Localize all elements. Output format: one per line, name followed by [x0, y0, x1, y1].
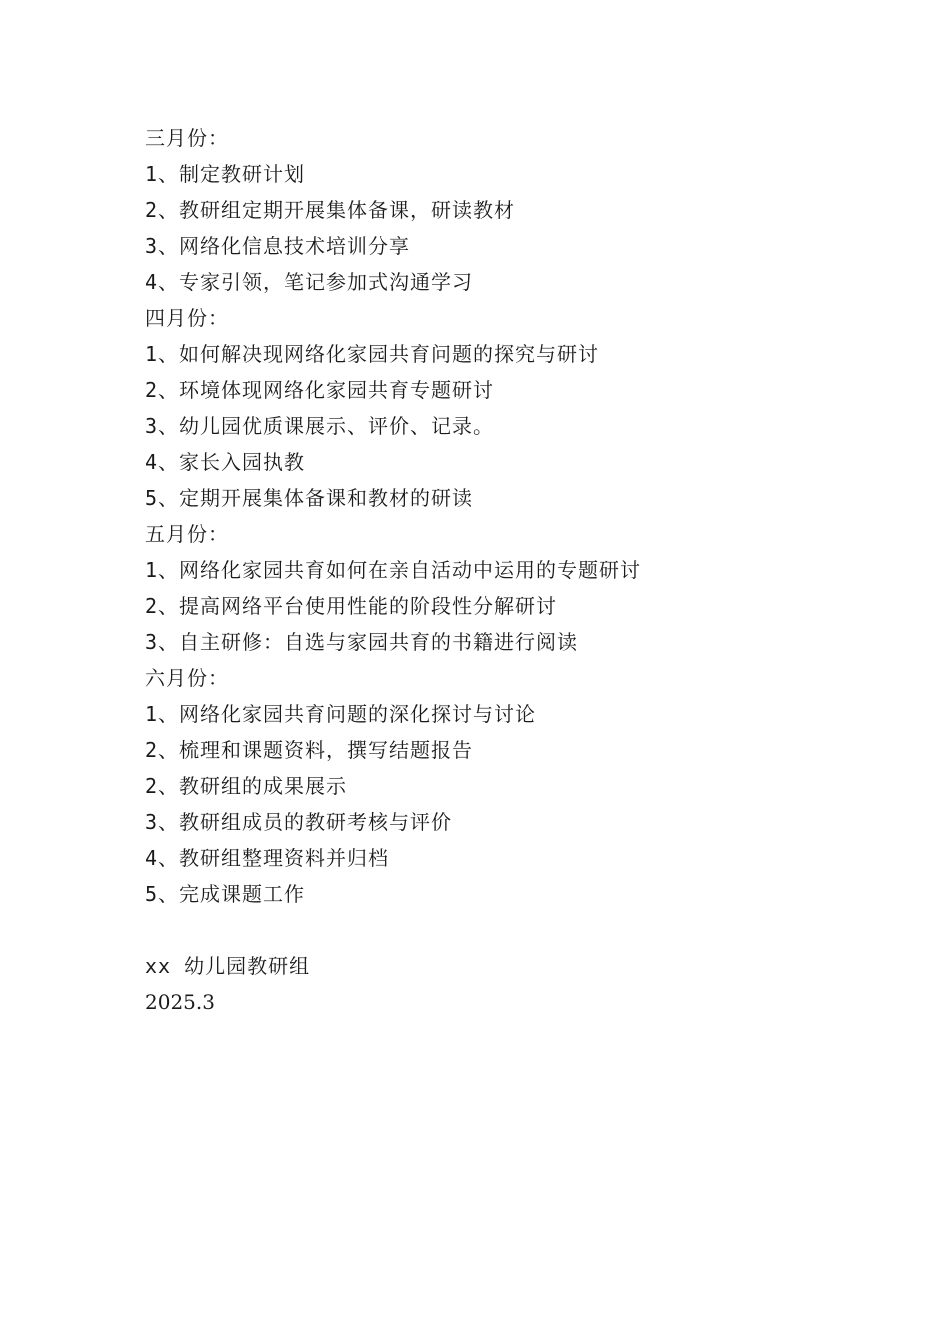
month-heading: 五月份：: [145, 522, 229, 546]
plan-item: 3、自主研修：自选与家园共育的书籍进行阅读: [145, 630, 579, 654]
month-section-may: [145, 516, 845, 660]
plan-item: 1、网络化家园共育问题的深化探讨与讨论: [145, 702, 537, 726]
month-heading: 四月份：: [145, 306, 229, 330]
plan-item: 2、梳理和课题资料，撰写结题报告: [145, 738, 474, 762]
document-body: [145, 120, 845, 1020]
plan-item: 5、定期开展集体备课和教材的研读: [145, 486, 474, 510]
month-section-april: [145, 300, 845, 516]
blank-line: [145, 912, 845, 948]
plan-item: 1、如何解决现网络化家园共育问题的探究与研讨: [145, 342, 600, 366]
plan-item: 4、专家引领，笔记参加式沟通学习: [145, 270, 474, 294]
plan-item: 1、网络化家园共育如何在亲自活动中运用的专题研讨: [145, 558, 642, 582]
plan-item: 4、教研组整理资料并归档: [145, 846, 390, 870]
plan-item: 1、制定教研计划: [145, 162, 306, 186]
month-section-june: [145, 660, 845, 912]
month-heading: 六月份：: [145, 666, 229, 690]
signature-org: xx 幼儿园教研组: [145, 954, 311, 978]
plan-item: 2、教研组定期开展集体备课，研读教材: [145, 198, 516, 222]
plan-item: 2、环境体现网络化家园共育专题研讨: [145, 378, 495, 402]
signature-block: [145, 948, 845, 1020]
month-heading: 三月份：: [145, 126, 229, 150]
month-section-march: [145, 120, 845, 300]
plan-item: 2、教研组的成果展示: [145, 774, 348, 798]
signature-date: 2025.3: [145, 990, 215, 1014]
plan-item: 3、教研组成员的教研考核与评价: [145, 810, 453, 834]
plan-item: 5、完成课题工作: [145, 882, 306, 906]
plan-item: 3、幼儿园优质课展示、评价、记录。: [145, 414, 495, 438]
plan-item: 3、网络化信息技术培训分享: [145, 234, 411, 258]
plan-item: 4、家长入园执教: [145, 450, 306, 474]
plan-item: 2、提高网络平台使用性能的阶段性分解研讨: [145, 594, 558, 618]
